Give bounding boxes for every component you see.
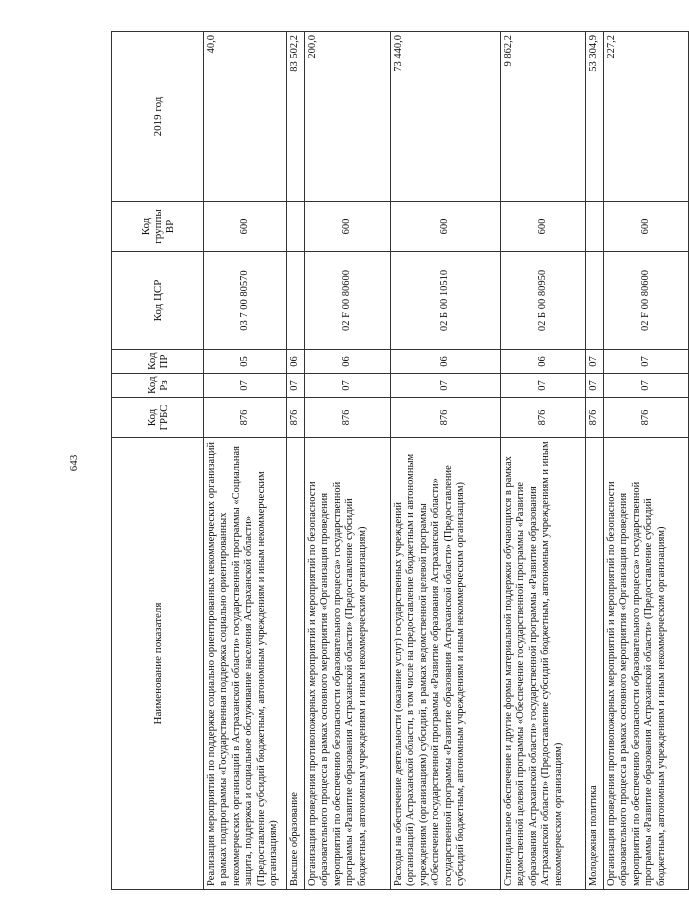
- row-value: 53 304,9: [586, 32, 604, 202]
- row-grbs: 876: [204, 398, 287, 438]
- row-grbs: 876: [501, 398, 586, 438]
- row-vr: 600: [305, 202, 391, 252]
- row-rz: 07: [604, 374, 689, 398]
- header-csr: Код ЦСР: [112, 252, 204, 350]
- row-csr: 02 F 00 80600: [305, 252, 391, 350]
- row-vr: 600: [604, 202, 689, 252]
- row-csr: [287, 252, 305, 350]
- row-grbs: 876: [305, 398, 391, 438]
- table-row: [501, 32, 586, 890]
- row-csr: 02 F 00 80600: [604, 252, 689, 350]
- table-row: [204, 32, 287, 890]
- header-year: 2019 год: [112, 32, 204, 202]
- budget-table: [111, 31, 689, 890]
- row-csr: 03 7 00 80570: [204, 252, 287, 350]
- row-name: Высшее образование: [287, 438, 305, 890]
- row-value: 73 440,0: [391, 32, 501, 202]
- row-name: Расходы на обеспечение деятельности (оказание услуг) государственных учреждений (организаций) Астраханской области, в том числе на предоставление бюджетным и автономным учреждениям (организациям) субсидий, в рамках ведомственной целевой программы «Обеспечение государственной программы «Развитие образования Астраханской области» государственной программы «Развитие образования Астраханской области» (Предоставление субсидий бюджетным, автономным учреждениям и иным некоммерческим организациям): [391, 438, 501, 890]
- row-name: Организация проведения противопожарных мероприятий и мероприятий по безопасности образовательного процесса в рамках основного мероприятия «Организация проведения мероприятий по обеспечению безопасности образовательного процесса» государственной программы «Развитие образования Астраханской области» (Предоставление субсидий бюджетным, автономным учреждениям и иным некоммерческим организациям): [604, 438, 689, 890]
- table-row: [604, 32, 689, 890]
- row-rz: 07: [501, 374, 586, 398]
- row-value: 83 502,2: [287, 32, 305, 202]
- row-value: 200,0: [305, 32, 391, 202]
- row-rz: 07: [204, 374, 287, 398]
- row-vr: [586, 202, 604, 252]
- header-pr: Код ПР: [112, 350, 204, 374]
- header-name: Наименование показателя: [112, 438, 204, 890]
- row-grbs: 876: [287, 398, 305, 438]
- row-rz: 07: [305, 374, 391, 398]
- page-number: 643: [68, 454, 80, 472]
- row-csr: [586, 252, 604, 350]
- table-row: [305, 32, 391, 890]
- header-rz: Код Рз: [112, 374, 204, 398]
- row-vr: 600: [391, 202, 501, 252]
- row-pr: 06: [305, 350, 391, 374]
- table-header-row: [112, 32, 204, 890]
- row-name: Организация проведения противопожарных мероприятий и мероприятий по безопасности образовательного процесса в рамках основного мероприятия «Организация проведения мероприятий по обеспечению безопасности образовательного процесса» государственной программы «Развитие образования Астраханской области» (Предоставление субсидий бюджетным, автономным учреждениям и иным некоммерческим организациям): [305, 438, 391, 890]
- header-grbs: Код ГРБС: [112, 398, 204, 438]
- row-name: Стипендиальное обеспечение и другие формы материальной поддержки обучающихся в рамках ведомственной целевой программы «Обеспечение государственной программы «Развитие образования Астраханской области» государственной программы «Развитие образования Астраханской области» (Предоставление субсидий бюджетным, автономным учреждениям и иным некоммерческим организациям): [501, 438, 586, 890]
- row-name: Реализация мероприятий по поддержке социально ориентированных некоммерческих организаций в рамках подпрограммы «Государственная поддержка социально ориентированных некоммерческих организаций в Астраханской области» государственной программы «Социальная защита, поддержка и социальное обслуживание населения Астраханской области» (Предоставление субсидий бюджетным, автономным учреждениям и иным некоммерческим организациям): [204, 438, 287, 890]
- row-rz: 07: [391, 374, 501, 398]
- row-pr: 07: [586, 350, 604, 374]
- table-row: [391, 32, 501, 890]
- row-value: 9 862,2: [501, 32, 586, 202]
- row-pr: 06: [391, 350, 501, 374]
- row-value: 227,2: [604, 32, 689, 202]
- row-value: 40,0: [204, 32, 287, 202]
- row-pr: 07: [604, 350, 689, 374]
- table-row: [586, 32, 604, 890]
- row-grbs: 876: [604, 398, 689, 438]
- rotated-table-wrapper: [111, 32, 667, 890]
- row-rz: 07: [586, 374, 604, 398]
- row-name: Молодежная политика: [586, 438, 604, 890]
- row-vr: [287, 202, 305, 252]
- row-pr: 06: [501, 350, 586, 374]
- table-row: [287, 32, 305, 890]
- row-pr: 06: [287, 350, 305, 374]
- row-rz: 07: [287, 374, 305, 398]
- row-grbs: 876: [391, 398, 501, 438]
- row-vr: 600: [204, 202, 287, 252]
- header-vr: Код группы ВР: [112, 202, 204, 252]
- row-pr: 05: [204, 350, 287, 374]
- row-grbs: 876: [586, 398, 604, 438]
- row-csr: 02 Б 00 80950: [501, 252, 586, 350]
- row-vr: 600: [501, 202, 586, 252]
- row-csr: 02 Б 00 10510: [391, 252, 501, 350]
